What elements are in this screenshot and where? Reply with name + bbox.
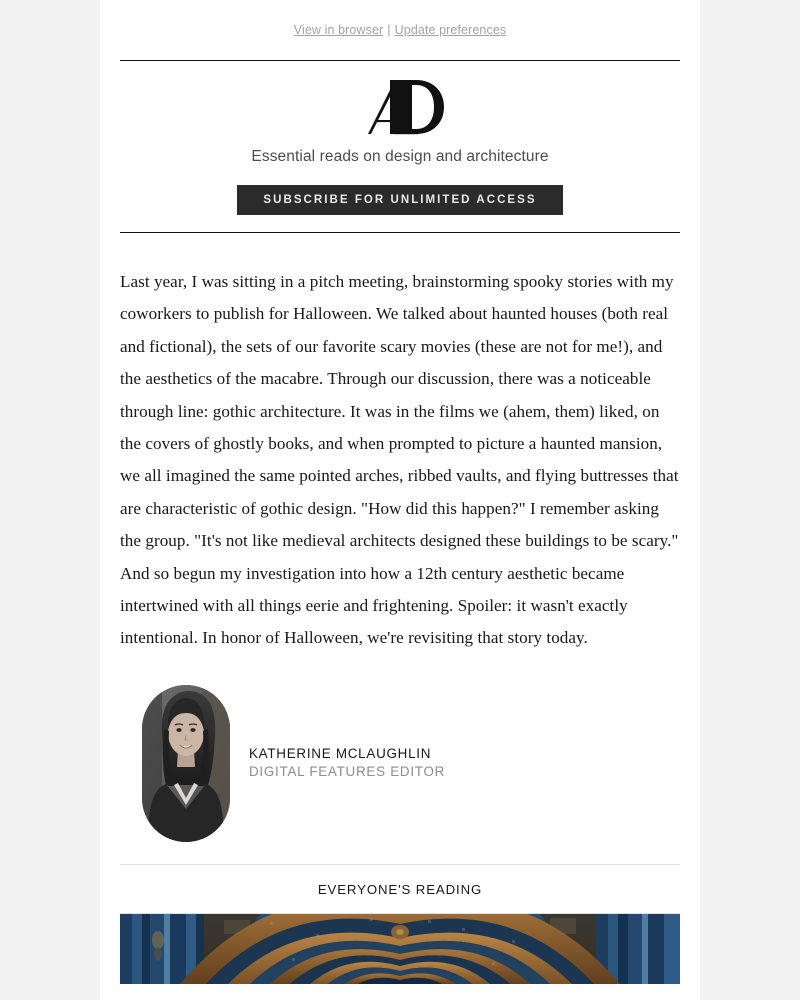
masthead: [120, 61, 680, 232]
email-card: [100, 0, 700, 1000]
subscribe-button[interactable]: SUBSCRIBE FOR UNLIMITED ACCESS: [237, 185, 562, 215]
gothic-vault-image: [120, 914, 680, 984]
avatar: [142, 685, 230, 842]
article-body: [120, 233, 680, 659]
byline: [120, 659, 680, 864]
preheader-separator: |: [387, 23, 391, 37]
hero-image-link[interactable]: [120, 914, 680, 984]
ad-logo-icon: [354, 76, 446, 138]
tagline: Essential reads on design and architecture: [251, 148, 549, 165]
avatar-portrait-icon: [142, 685, 230, 842]
cta-container: [120, 185, 680, 215]
ad-logo[interactable]: [120, 75, 680, 139]
section-header-everyones-reading: EVERYONE'S READING: [317, 881, 483, 897]
preheader: [120, 0, 680, 60]
view-in-browser-link[interactable]: View in browser: [293, 23, 384, 37]
byline-text: [249, 745, 445, 781]
byline-name: KATHERINE MCLAUGHLIN: [249, 746, 432, 762]
byline-role: DIGITAL FEATURES EDITOR: [249, 764, 446, 780]
article-paragraph: Last year, I was sitting in a pitch meeting, brainstorming spooky stories with my coworkers to publish for Halloween. We talked about haunted houses (both real and fictional), the sets of our favorite scary movies (these are not for me!), and the aesthetics of the macabre. Through our discussion, there was a noticeable through line: gothic architecture. It was in the films we (ahem, them) liked, on the covers of ghostly books, and when prompted to picture a haunted mansion, we all imagined the same pointed arches, ribbed vaults, and flying buttresses that are characteristic of gothic design. "How did this happen?" I remember asking the group. "It's not like medieval architects designed these buildings to be scary." And so begun my investigation into how a 12th century aesthetic became intertwined with all things eerie and frightening. Spoiler: it wasn't exactly intentional. In honor of Halloween, we're revisiting that story today.: [120, 272, 679, 648]
update-preferences-link[interactable]: Update preferences: [394, 23, 507, 37]
